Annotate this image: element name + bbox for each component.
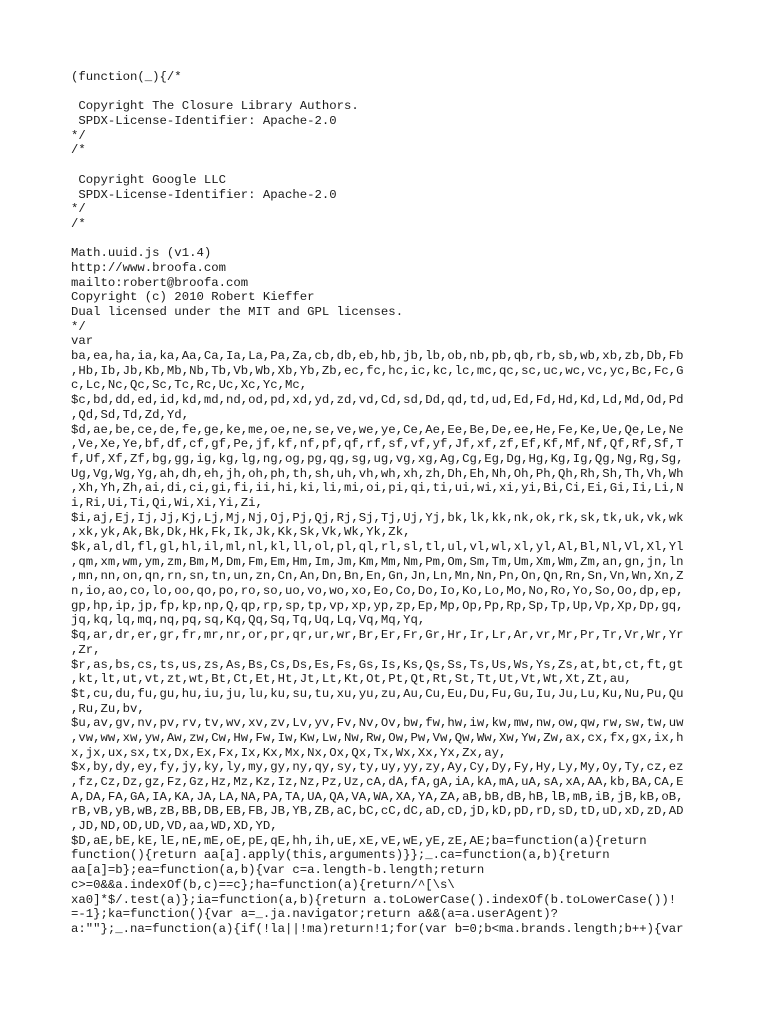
code-line: $k,al,dl,fl,gl,hl,il,ml,nl,kl,ll,ol,pl,ql,rl,sl,tl,ul,vl,wl,xl,yl,Al,Bl,Nl,Vl,Xl,Yl xyxy=(71,540,684,554)
code-line: ,Zr, xyxy=(71,642,101,657)
code-line: n,io,ao,co,lo,oo,qo,po,ro,so,uo,vo,wo,xo,Eo,Co,Do,Io,Ko,Lo,Mo,No,Ro,Yo,So,Oo,dp,ep, xyxy=(71,584,684,599)
code-line: gp,hp,ip,jp,fp,kp,np,Q,qp,rp,sp,tp,vp,xp,yp,zp,Ep,Mp,Op,Pp,Rp,Sp,Tp,Up,Vp,Xp,Dp,gq, xyxy=(71,598,684,613)
code-line: c>=0&&a.indexOf(b,c)==c};ha=function(a){return/^[\s\ xyxy=(71,877,455,892)
code-line: $t,cu,du,fu,gu,hu,iu,ju,lu,ku,su,tu,xu,yu,zu,Au,Cu,Eu,Du,Fu,Gu,Iu,Ju,Lu,Ku,Nu,Pu,Qu xyxy=(71,686,684,701)
code-line: i,Ri,Ui,Ti,Qi,Wi,Xi,Yi,Zi, xyxy=(71,495,263,510)
code-line: mailto:robert@broofa.com xyxy=(71,275,249,290)
code-line: ,vw,ww,xw,yw,Aw,zw,Cw,Hw,Fw,Iw,Kw,Lw,Nw,Rw,Ow,Pw,Vw,Qw,Ww,Xw,Yw,Zw,ax,cx,fx,gx,ix,h xyxy=(71,730,684,745)
code-line: ,xk,yk,Ak,Bk,Dk,Hk,Fk,Ik,Jk,Kk,Sk,Vk,Wk,Yk,Zk, xyxy=(71,525,411,540)
code-line: Math.uuid.js (v1.4) xyxy=(71,246,212,261)
code-line: $r,as,bs,cs,ts,us,zs,As,Bs,Cs,Ds,Es,Fs,Gs,Is,Ks,Qs,Ss,Ts,Us,Ws,Ys,Zs,at,bt,ct,ft,gt xyxy=(71,657,684,672)
code-line: =-1};ka=function(){var a=_.ja.navigator;return a&&(a=a.userAgent)? xyxy=(71,907,559,922)
code-line: ,qm,xm,wm,ym,zm,Bm,M,Dm,Fm,Em,Hm,Im,Jm,Km,Mm,Nm,Pm,Om,Sm,Tm,Um,Xm,Wm,Zm,an,gn,jn,ln xyxy=(71,554,684,569)
code-line: ba,ea,ha,ia,ka,Aa,Ca,Ia,La,Pa,Za,cb,db,eb,hb,jb,lb,ob,nb,pb,qb,rb,sb,wb,xb,zb,Db,Fb xyxy=(71,349,684,364)
code-line: $x,by,dy,ey,fy,jy,ky,ly,my,gy,ny,qy,sy,ty,uy,yy,zy,Ay,Cy,Dy,Fy,Hy,Ly,My,Oy,Ty,cz,ez xyxy=(71,760,684,775)
code-line: */ xyxy=(71,319,86,334)
code-line xyxy=(71,232,701,247)
code-line: */ xyxy=(71,128,86,143)
code-line: $i,aj,Ej,Ij,Jj,Kj,Lj,Mj,Nj,Oj,Pj,Qj,Rj,Sj,Tj,Uj,Yj,bk,lk,kk,nk,ok,rk,sk,tk,uk,vk,wk xyxy=(71,510,684,525)
code-line: rB,vB,yB,wB,zB,BB,DB,EB,FB,JB,YB,ZB,aC,bC,cC,dC,aD,cD,jD,kD,pD,rD,sD,tD,uD,xD,zD,AD xyxy=(71,804,684,819)
code-line: jq,kq,lq,mq,nq,pq,sq,Kq,Qq,Sq,Tq,Uq,Lq,Vq,Mq,Yq, xyxy=(71,613,426,628)
code-line xyxy=(71,158,701,173)
code-line: xa0]*$/.test(a)};ia=function(a,b){return a.toLowerCase().indexOf(b.toLowerCase())! xyxy=(71,892,677,907)
code-line: (function(_){/* xyxy=(71,70,182,84)
code-line: Ug,Vg,Wg,Yg,ah,dh,eh,jh,oh,ph,th,sh,uh,vh,wh,xh,zh,Dh,Eh,Nh,Oh,Ph,Qh,Rh,Sh,Th,Vh,Wh xyxy=(71,466,684,481)
code-line: ,JD,ND,OD,UD,VD,aa,WD,XD,YD, xyxy=(71,819,278,834)
code-line: function(){return aa[a].apply(this,arguments)}};_.ca=function(a,b){return xyxy=(71,848,610,863)
code-line: f,Uf,Xf,Zf,bg,gg,ig,kg,lg,ng,og,pg,qg,sg,ug,vg,xg,Ag,Cg,Eg,Dg,Hg,Kg,Ig,Qg,Ng,Rg,Sg, xyxy=(71,451,684,466)
code-line: ,Xh,Yh,Zh,ai,di,ci,gi,fi,ii,hi,ki,li,mi,oi,pi,qi,ti,ui,wi,xi,yi,Bi,Ci,Ei,Gi,Ii,Li,N xyxy=(71,481,684,496)
code-line xyxy=(71,85,701,100)
code-line: $c,bd,dd,ed,id,kd,md,nd,od,pd,xd,yd,zd,vd,Cd,sd,Dd,qd,td,ud,Ed,Fd,Hd,Kd,Ld,Md,Od,Pd xyxy=(71,393,684,408)
code-line: ,Ve,Xe,Ye,bf,df,cf,gf,Pe,jf,kf,nf,pf,qf,rf,sf,vf,yf,Jf,xf,zf,Ef,Kf,Mf,Nf,Qf,Rf,Sf,T xyxy=(71,437,684,452)
code-line: aa[a]=b};ea=function(a,b){var c=a.length-b.length;return xyxy=(71,863,485,878)
code-line: Copyright Google LLC xyxy=(71,172,226,187)
code-line: x,jx,ux,sx,tx,Dx,Ex,Fx,Ix,Kx,Mx,Nx,Ox,Qx,Tx,Wx,Xx,Yx,Zx,ay, xyxy=(71,745,507,760)
code-line: /* xyxy=(71,143,86,158)
code-line: ,Ru,Zu,bv, xyxy=(71,701,145,716)
code-document xyxy=(71,70,701,937)
code-line: $D,aE,bE,kE,lE,nE,mE,oE,pE,qE,hh,ih,uE,xE,vE,wE,yE,zE,AE;ba=function(a){return xyxy=(71,833,647,848)
code-line: var xyxy=(71,334,94,349)
code-line: ,mn,nn,on,qn,rn,sn,tn,un,zn,Cn,An,Dn,Bn,En,Gn,Jn,Ln,Mn,Nn,Pn,On,Qn,Rn,Sn,Vn,Wn,Xn,Z xyxy=(71,569,684,584)
code-line: $q,ar,dr,er,gr,fr,mr,nr,or,pr,qr,ur,wr,Br,Er,Fr,Gr,Hr,Ir,Lr,Ar,vr,Mr,Pr,Tr,Vr,Wr,Yr xyxy=(71,628,684,643)
code-line: ,Hb,Ib,Jb,Kb,Mb,Nb,Tb,Vb,Wb,Xb,Yb,Zb,ec,fc,hc,ic,kc,lc,mc,qc,sc,uc,wc,vc,yc,Bc,Fc,G xyxy=(71,363,684,378)
code-line: Copyright (c) 2010 Robert Kieffer xyxy=(71,290,315,305)
code-line: ,kt,lt,ut,vt,zt,wt,Bt,Ct,Et,Ht,Jt,Lt,Kt,Ot,Pt,Qt,Rt,St,Tt,Ut,Vt,Wt,Xt,Zt,au, xyxy=(71,672,632,687)
code-line: Dual licensed under the MIT and GPL licenses. xyxy=(71,305,404,319)
code-line: Copyright The Closure Library Authors. xyxy=(71,99,359,114)
code-line: */ xyxy=(71,202,86,217)
code-line: SPDX-License-Identifier: Apache-2.0 xyxy=(71,114,337,129)
code-line: ,fz,Cz,Dz,gz,Fz,Gz,Hz,Mz,Kz,Iz,Nz,Pz,Uz,cA,dA,fA,gA,iA,kA,mA,uA,sA,xA,AA,kb,BA,CA,E xyxy=(71,775,684,789)
code-line: c,Lc,Nc,Qc,Sc,Tc,Rc,Uc,Xc,Yc,Mc, xyxy=(71,378,308,393)
code-line: $d,ae,be,ce,de,fe,ge,ke,me,oe,ne,se,ve,we,ye,Ce,Ae,Ee,Be,De,ee,He,Fe,Ke,Ue,Qe,Le,Ne xyxy=(71,422,684,437)
code-line: ,Qd,Sd,Td,Zd,Yd, xyxy=(71,407,190,422)
code-line: $u,av,gv,nv,pv,rv,tv,wv,xv,zv,Lv,yv,Fv,Nv,Ov,bw,fw,hw,iw,kw,mw,nw,ow,qw,rw,sw,tw,uw xyxy=(71,716,684,731)
code-line: SPDX-License-Identifier: Apache-2.0 xyxy=(71,187,337,202)
code-line: /* xyxy=(71,216,86,231)
code-line: A,DA,FA,GA,IA,KA,JA,LA,NA,PA,TA,UA,QA,VA,WA,XA,YA,ZA,aB,bB,dB,hB,lB,mB,iB,jB,kB,oB, xyxy=(71,789,684,804)
code-line: http://www.broofa.com xyxy=(71,260,226,275)
code-line: a:""};_.na=function(a){if(!la||!ma)return!1;for(var b=0;b<ma.brands.length;b++){var xyxy=(71,921,684,936)
